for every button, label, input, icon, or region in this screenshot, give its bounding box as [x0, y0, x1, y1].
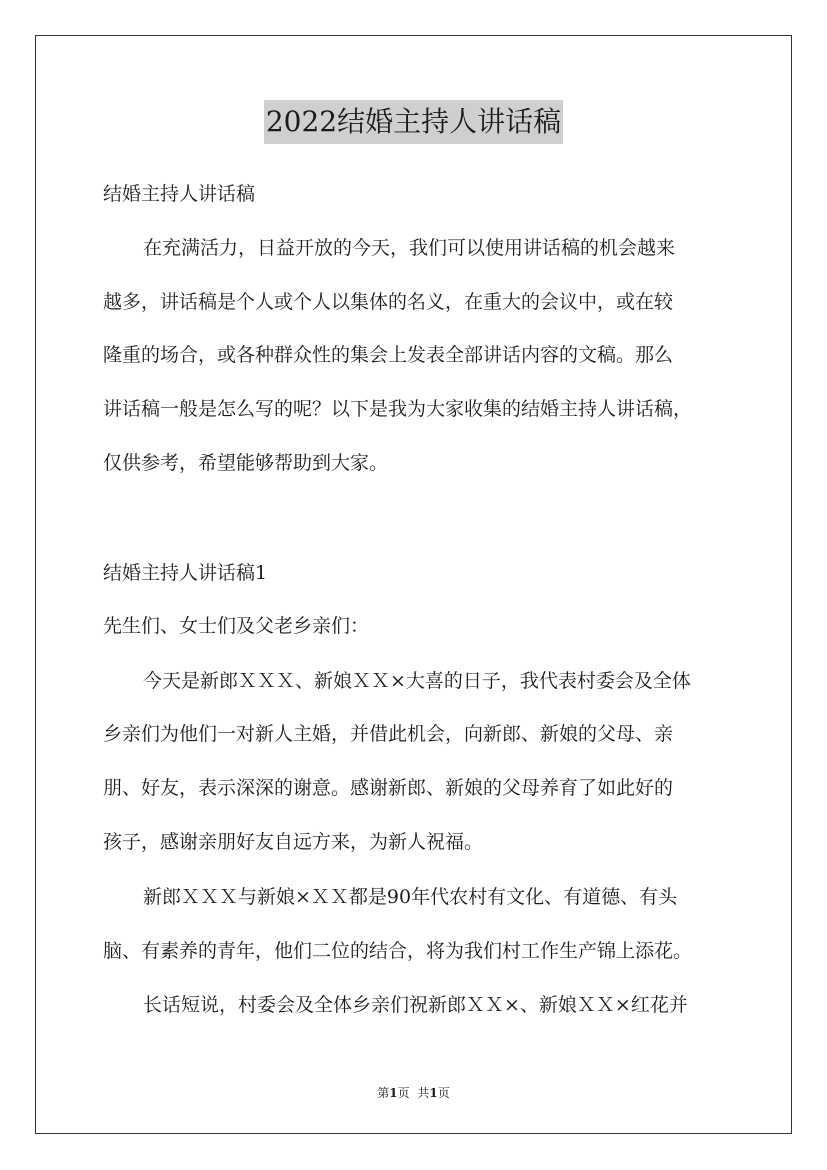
page-suffix: 页: [397, 1086, 410, 1100]
paragraph-line: 仅供参考，希望能够帮助到大家。: [103, 452, 389, 474]
paragraph-line: 孩子，感谢亲朋好友自远方来，为新人祝福。: [103, 831, 484, 853]
paragraph-line: 脑、有素养的青年，他们二位的结合，将为我们村工作生产锦上添花。: [103, 940, 693, 962]
subheading: 结婚主持人讲话稿: [103, 183, 256, 205]
paragraph-line: 讲话稿一般是怎么写的呢？以下是我为大家收集的结婚主持人讲话稿，: [103, 398, 693, 420]
page-footer: [0, 1084, 827, 1101]
page-prefix: 第: [377, 1086, 390, 1100]
paragraph-line: 今天是新郎ＸＸＸ、新娘ＸＸ×大喜的日子，我代表村委会及全体: [143, 670, 691, 692]
paragraph-line: 朋、好友，表示深深的谢意。感谢新郎、新娘的父母养育了如此好的: [103, 777, 674, 799]
salutation: 先生们、女士们及父老乡亲们：: [103, 615, 370, 637]
paragraph-line: 在充满活力，日益开放的今天，我们可以使用讲话稿的机会越来: [143, 237, 676, 259]
total-suffix: 页: [437, 1086, 450, 1100]
title-wrap: [0, 100, 827, 144]
paragraph-line: 隆重的场合，或各种群众性的集会上发表全部讲话内容的文稿。那么: [103, 344, 674, 366]
page-number: 1: [389, 1086, 398, 1100]
paragraph-line: 长话短说，村委会及全体乡亲们祝新郎ＸＸ×、新娘ＸＸ×红花并: [143, 994, 688, 1016]
document-title: 2022结婚主持人讲话稿: [264, 100, 563, 144]
section-heading: 结婚主持人讲话稿1: [103, 562, 268, 584]
paragraph-line: 乡亲们为他们一对新人主婚，并借此机会，向新郎、新娘的父母、亲: [103, 723, 674, 745]
paragraph-line: 新郎ＸＸＸ与新娘×ＸＸ都是90年代农村有文化、有道德、有头: [143, 886, 678, 908]
paragraph-line: 越多，讲话稿是个人或个人以集体的名义，在重大的会议中，或在较: [103, 291, 674, 313]
total-prefix: 共: [417, 1086, 430, 1100]
total-pages: 1: [429, 1086, 438, 1100]
